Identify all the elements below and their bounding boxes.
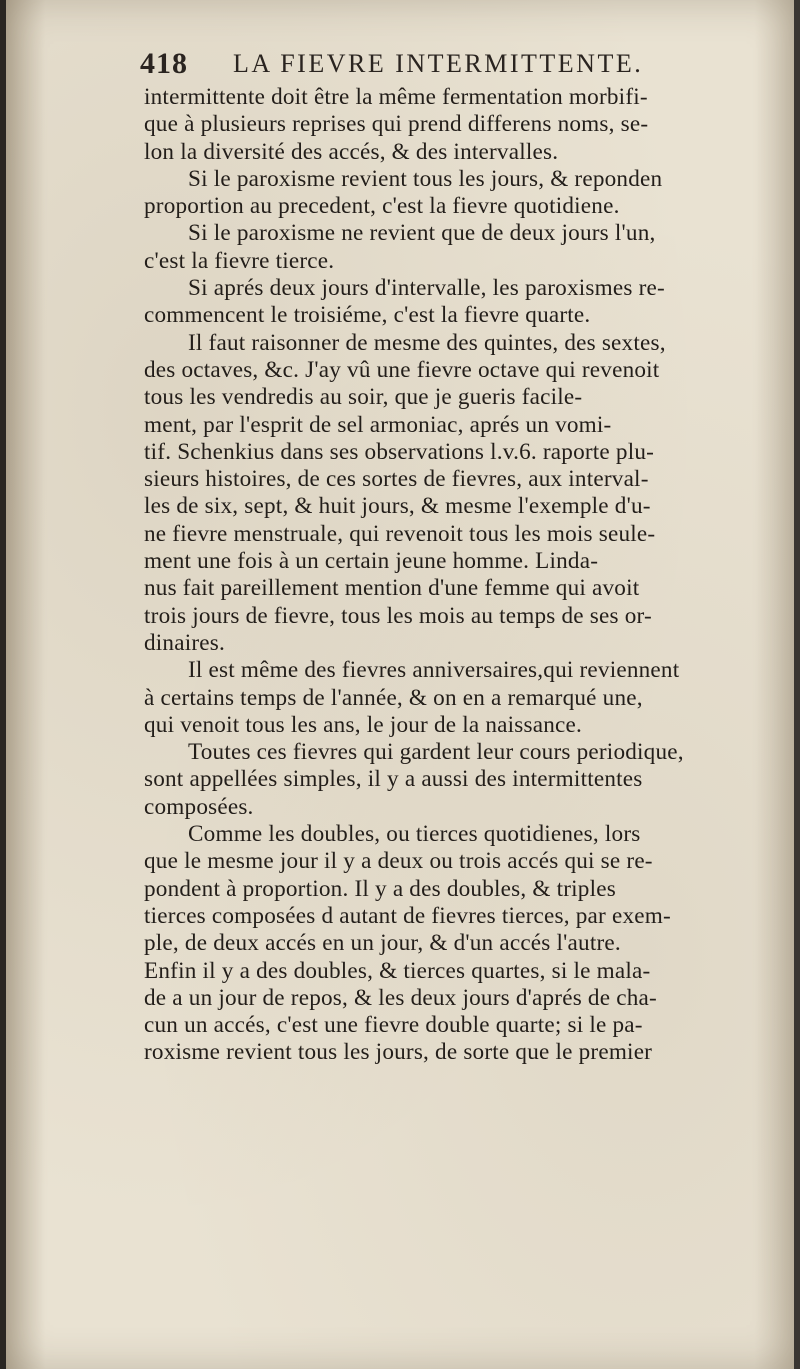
text-line: Enfin il y a des doubles, & tierces quartes, si le mala- — [144, 957, 651, 984]
text-line: ment, par l'esprit de sel armoniac, aprés un vomi- — [144, 411, 612, 438]
text-line: c'est la fievre tierce. — [144, 247, 335, 274]
text-line: ple, de deux accés en un jour, & d'un accés l'autre. — [144, 930, 621, 957]
text-line: des octaves, &c. J'ay vû une fievre octave qui revenoit — [144, 356, 660, 383]
body-text — [144, 84, 794, 1067]
text-line: tous les vendredis au soir, que je gueris facile- — [144, 384, 583, 411]
text-line: lon la diversité des accés, & des intervalles. — [144, 138, 559, 165]
text-line: de a un jour de repos, & les deux jours d'aprés de cha- — [144, 984, 657, 1011]
text-line: sieurs histoires, de ces sortes de fievres, aux interval- — [144, 466, 649, 493]
text-line: Comme les doubles, ou tierces quotidienes, lors — [188, 821, 641, 848]
text-line: Il est même des fievres anniversaires,qui reviennent — [188, 657, 680, 684]
running-title: LA FIEVRE INTERMITTENTE. — [233, 49, 644, 78]
page-number: 418 — [140, 47, 188, 80]
text-line: tierces composées d autant de fievres tierces, par exem- — [144, 902, 671, 929]
text-line: les de six, sept, & huit jours, & mesme l'exemple d'u- — [144, 493, 651, 520]
text-line: que à plusieurs reprises qui prend differens noms, se- — [144, 111, 649, 138]
text-line: proportion au precedent, c'est la fievre quotidiene. — [144, 193, 620, 220]
text-line: tif. Schenkius dans ses observations l.v.6. raporte plu- — [144, 438, 655, 465]
text-line: ment une fois à un certain jeune homme. Linda- — [144, 548, 599, 575]
text-line: ne fievre menstruale, qui revenoit tous les mois seule- — [144, 520, 656, 547]
text-line: à certains temps de l'année, & on en a remarqué une, — [144, 684, 643, 711]
text-line: trois jours de fievre, tous les mois au temps de ses or- — [144, 602, 652, 629]
text-line: Si aprés deux jours d'intervalle, les paroxismes re- — [188, 275, 665, 302]
text-line: Il faut raisonner de mesme des quintes, des sextes, — [188, 329, 666, 356]
text-line: sont appellées simples, il y a aussi des intermittentes — [144, 766, 643, 793]
text-line: composées. — [144, 793, 254, 820]
text-line: commencent le troisiéme, c'est la fievre quarte. — [144, 302, 591, 329]
text-line: que le mesme jour il y a deux ou trois accés qui se re- — [144, 848, 653, 875]
text-line: Si le paroxisme ne revient que de deux jours l'un, — [188, 220, 656, 247]
text-line: roxisme revient tous les jours, de sorte que le premier — [144, 1039, 653, 1066]
text-line: Toutes ces fievres qui gardent leur cours periodique, — [188, 739, 684, 766]
text-line: qui venoit tous les ans, le jour de la naissance. — [144, 711, 583, 738]
page-header — [140, 47, 700, 87]
text-line: Si le paroxisme revient tous les jours, & reponden — [188, 165, 663, 192]
text-line: dinaires. — [144, 629, 225, 656]
text-line: intermittente doit être la même fermentation morbifi- — [144, 84, 648, 110]
text-line: cun un accés, c'est une fievre double quarte; si le pa- — [144, 1012, 643, 1039]
text-line: nus fait pareillement mention d'une femme qui avoit — [144, 575, 640, 602]
text-line: pondent à proportion. Il y a des doubles, & triples — [144, 875, 616, 902]
